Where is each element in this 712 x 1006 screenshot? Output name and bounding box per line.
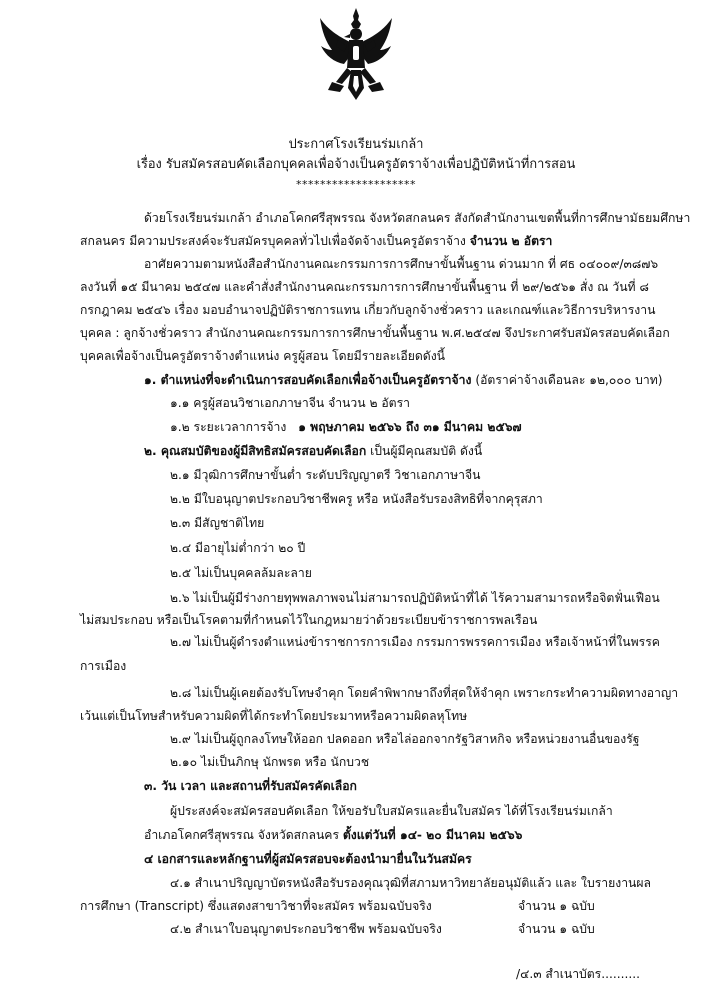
intro-p2-line5: บุคคลเพื่อจ้างเป็นครูอัตราจ้างตำแหน่ง ครูผู้สอน โดยมีรายละเอียดดังนี้	[80, 349, 445, 363]
section-1-item-2	[170, 418, 522, 436]
document-4-1-line2: การศึกษา (Transcript) ซึ่งแสดงสาขาวิชาที่จะสมัคร พร้อมฉบับจริง	[80, 899, 432, 913]
intro-p2-line2: ลงวันที่ ๑๕ มีนาคม ๒๕๔๗ และคำสั่งสำนักงานคณะกรรมการการศึกษาขั้นพื้นฐาน ที่ ๒๙/๒๕๖๑ สั่ง ณ วันที่ ๘	[80, 280, 649, 294]
intro-p2-line1: อาศัยความตามหนังสือสำนักงานคณะกรรมการการศึกษาขั้นพื้นฐาน ด่วนมาก ที่ ศธ ๐๔๐๐๙/๓๘๗๖	[144, 257, 659, 271]
qualification-2-6-line2: ไม่สมประกอบ หรือเป็นโรคตามที่กำหนดไว้ในกฎหมายว่าด้วยระเบียบข้าราชการพลเรือน	[80, 613, 538, 627]
positions-count: จำนวน ๒ อัตรา	[469, 234, 553, 248]
document-4-2: ๔.๒ สำเนาใบอนุญาตประกอบวิชาชีพ พร้อมฉบับจริง	[170, 922, 442, 936]
intro-p1-line2	[80, 232, 552, 250]
qualification-2-1: ๒.๑ มีวุฒิการศึกษาขั้นต่ำ ระดับปริญญาตรี วิชาเอกภาษาจีน	[170, 468, 481, 482]
section-1-heading	[144, 371, 662, 389]
section-4-heading: ๔ เอกสารและหลักฐานที่ผู้สมัครสอบจะต้องนำมายื่นในวันสมัคร	[144, 852, 472, 866]
intro-p1-line1: ด้วยโรงเรียนร่มเกล้า อำเภอโคกศรีสุพรรณ จังหวัดสกลนคร สังกัดสำนักงานเขตพื้นที่การศึกษามัธยมศึกษา	[144, 211, 691, 225]
section-3-line1: ผู้ประสงค์จะสมัครสอบคัดเลือก ให้ขอรับใบสมัครและยื่นใบสมัคร ได้ที่โรงเรียนร่มเกล้า	[170, 804, 613, 818]
qualification-2-3: ๒.๓ มีสัญชาติไทย	[170, 516, 265, 530]
section-2-title: ๒. คุณสมบัติของผู้มีสิทธิสมัครสอบคัดเลือก	[144, 444, 367, 458]
employment-period-dates: ๑ พฤษภาคม ๒๕๖๖ ถึง ๓๑ มีนาคม ๒๕๖๗	[298, 420, 522, 434]
qualification-2-8-line1: ๒.๘ ไม่เป็นผู้เคยต้องรับโทษจำคุก โดยคำพิพากษาถึงที่สุดให้จำคุก เพราะกระทำความผิดทางอาญา	[170, 686, 679, 700]
document-4-1-quantity: จำนวน ๑ ฉบับ	[518, 899, 595, 913]
application-dates: ตั้งแต่วันที่ ๑๔- ๒๐ มีนาคม ๒๕๖๖	[342, 828, 523, 842]
garuda-emblem-icon	[318, 6, 394, 102]
qualification-2-5: ๒.๕ ไม่เป็นบุคคลล้มละลาย	[170, 566, 312, 580]
section-3-line2	[144, 826, 522, 844]
section-1-wage: (อัตราค่าจ้างเดือนละ ๑๒,๐๐๐ บาท)	[475, 373, 663, 387]
qualification-2-9: ๒.๙ ไม่เป็นผู้ถูกลงโทษให้ออก ปลดออก หรือไล่ออกจากรัฐวิสาหกิจ หรือหน่วยงานอื่นของรัฐ	[170, 732, 640, 746]
qualification-2-2: ๒.๒ มีใบอนุญาตประกอบวิชาชีพครู หรือ หนังสือรับรองสิทธิที่จากคุรุสภา	[170, 492, 543, 506]
stars-divider: ********************	[296, 178, 416, 191]
qualification-2-4: ๒.๔ มีอายุไม่ต่ำกว่า ๒๐ ปี	[170, 541, 306, 555]
announcer-title: ประกาศโรงเรียนร่มเกล้า	[288, 137, 424, 152]
qualification-2-7-line1: ๒.๗ ไม่เป็นผู้ดำรงตำแหน่งข้าราชการการเมือง กรรมการพรรคการเมือง หรือเจ้าหน้าที่ในพรรค	[170, 635, 660, 649]
section-1-title: ๑. ตำแหน่งที่จะดำเนินการสอบคัดเลือกเพื่อจ้างเป็นครูอัตราจ้าง	[144, 373, 472, 387]
qualification-2-10: ๒.๑๐ ไม่เป็นภิกษุ นักพรต หรือ นักบวช	[170, 755, 370, 769]
qualification-2-8-line2: เว้นแต่เป็นโทษสำหรับความผิดที่ได้กระทำโดยประมาทหรือความผิดลหุโทษ	[80, 709, 468, 723]
document-4-1-line1: ๔.๑ สำเนาปริญญาบัตรหนังสือรับรองคุณวุฒิที่สภามหาวิทยาลัยอนุมัติแล้ว และ ใบรายงานผล	[170, 876, 651, 890]
qualification-2-7-line2: การเมือง	[80, 659, 127, 673]
qualification-2-6-line1: ๒.๖ ไม่เป็นผู้มีร่างกายทุพพลภาพจนไม่สามารถปฏิบัติหน้าที่ได้ ไร้ความสามารถหรือจิตฟั่นเฟือน	[170, 591, 660, 605]
continuation-marker: /๔.๓ สำเนาบัตร..........	[516, 967, 640, 981]
section-1-item-1: ๑.๑ ครูผู้สอนวิชาเอกภาษาจีน จำนวน ๒ อัตรา	[170, 396, 410, 410]
intro-p1-line2-text: สกลนคร มีความประสงค์จะรับสมัครบุคคลทั่วไปเพื่อจัดจ้างเป็นครูอัตราจ้าง	[80, 234, 466, 248]
subject-line: เรื่อง รับสมัครสอบคัดเลือกบุคคลเพื่อจ้างเป็นครูอัตราจ้างเพื่อปฏิบัติหน้าที่การสอน	[136, 157, 576, 172]
section-3-heading: ๓. วัน เวลา และสถานที่รับสมัครคัดเลือก	[144, 779, 357, 793]
intro-p2-line4: บุคคล : ลูกจ้างชั่วคราว สำนักงานคณะกรรมการการศึกษาขั้นพื้นฐาน พ.ศ.๒๕๔๗ จึงประกาศรับสมัครสอบคัดเลือก	[80, 326, 670, 340]
application-location: อำเภอโคกศรีสุพรรณ จังหวัดสกลนคร	[144, 828, 339, 842]
document-4-2-quantity: จำนวน ๑ ฉบับ	[518, 922, 595, 936]
section-2-heading	[144, 442, 482, 460]
employment-period-label: ๑.๒ ระยะเวลาการจ้าง	[170, 420, 287, 434]
section-2-subtitle: เป็นผู้มีคุณสมบัติ ดังนี้	[370, 444, 483, 458]
intro-p2-line3: กรกฎาคม ๒๕๔๖ เรื่อง มอบอำนาจปฏิบัติราชการแทน เกี่ยวกับลูกจ้างชั่วคราว และเกณฑ์และวิธีการบริหารงาน	[80, 303, 656, 317]
